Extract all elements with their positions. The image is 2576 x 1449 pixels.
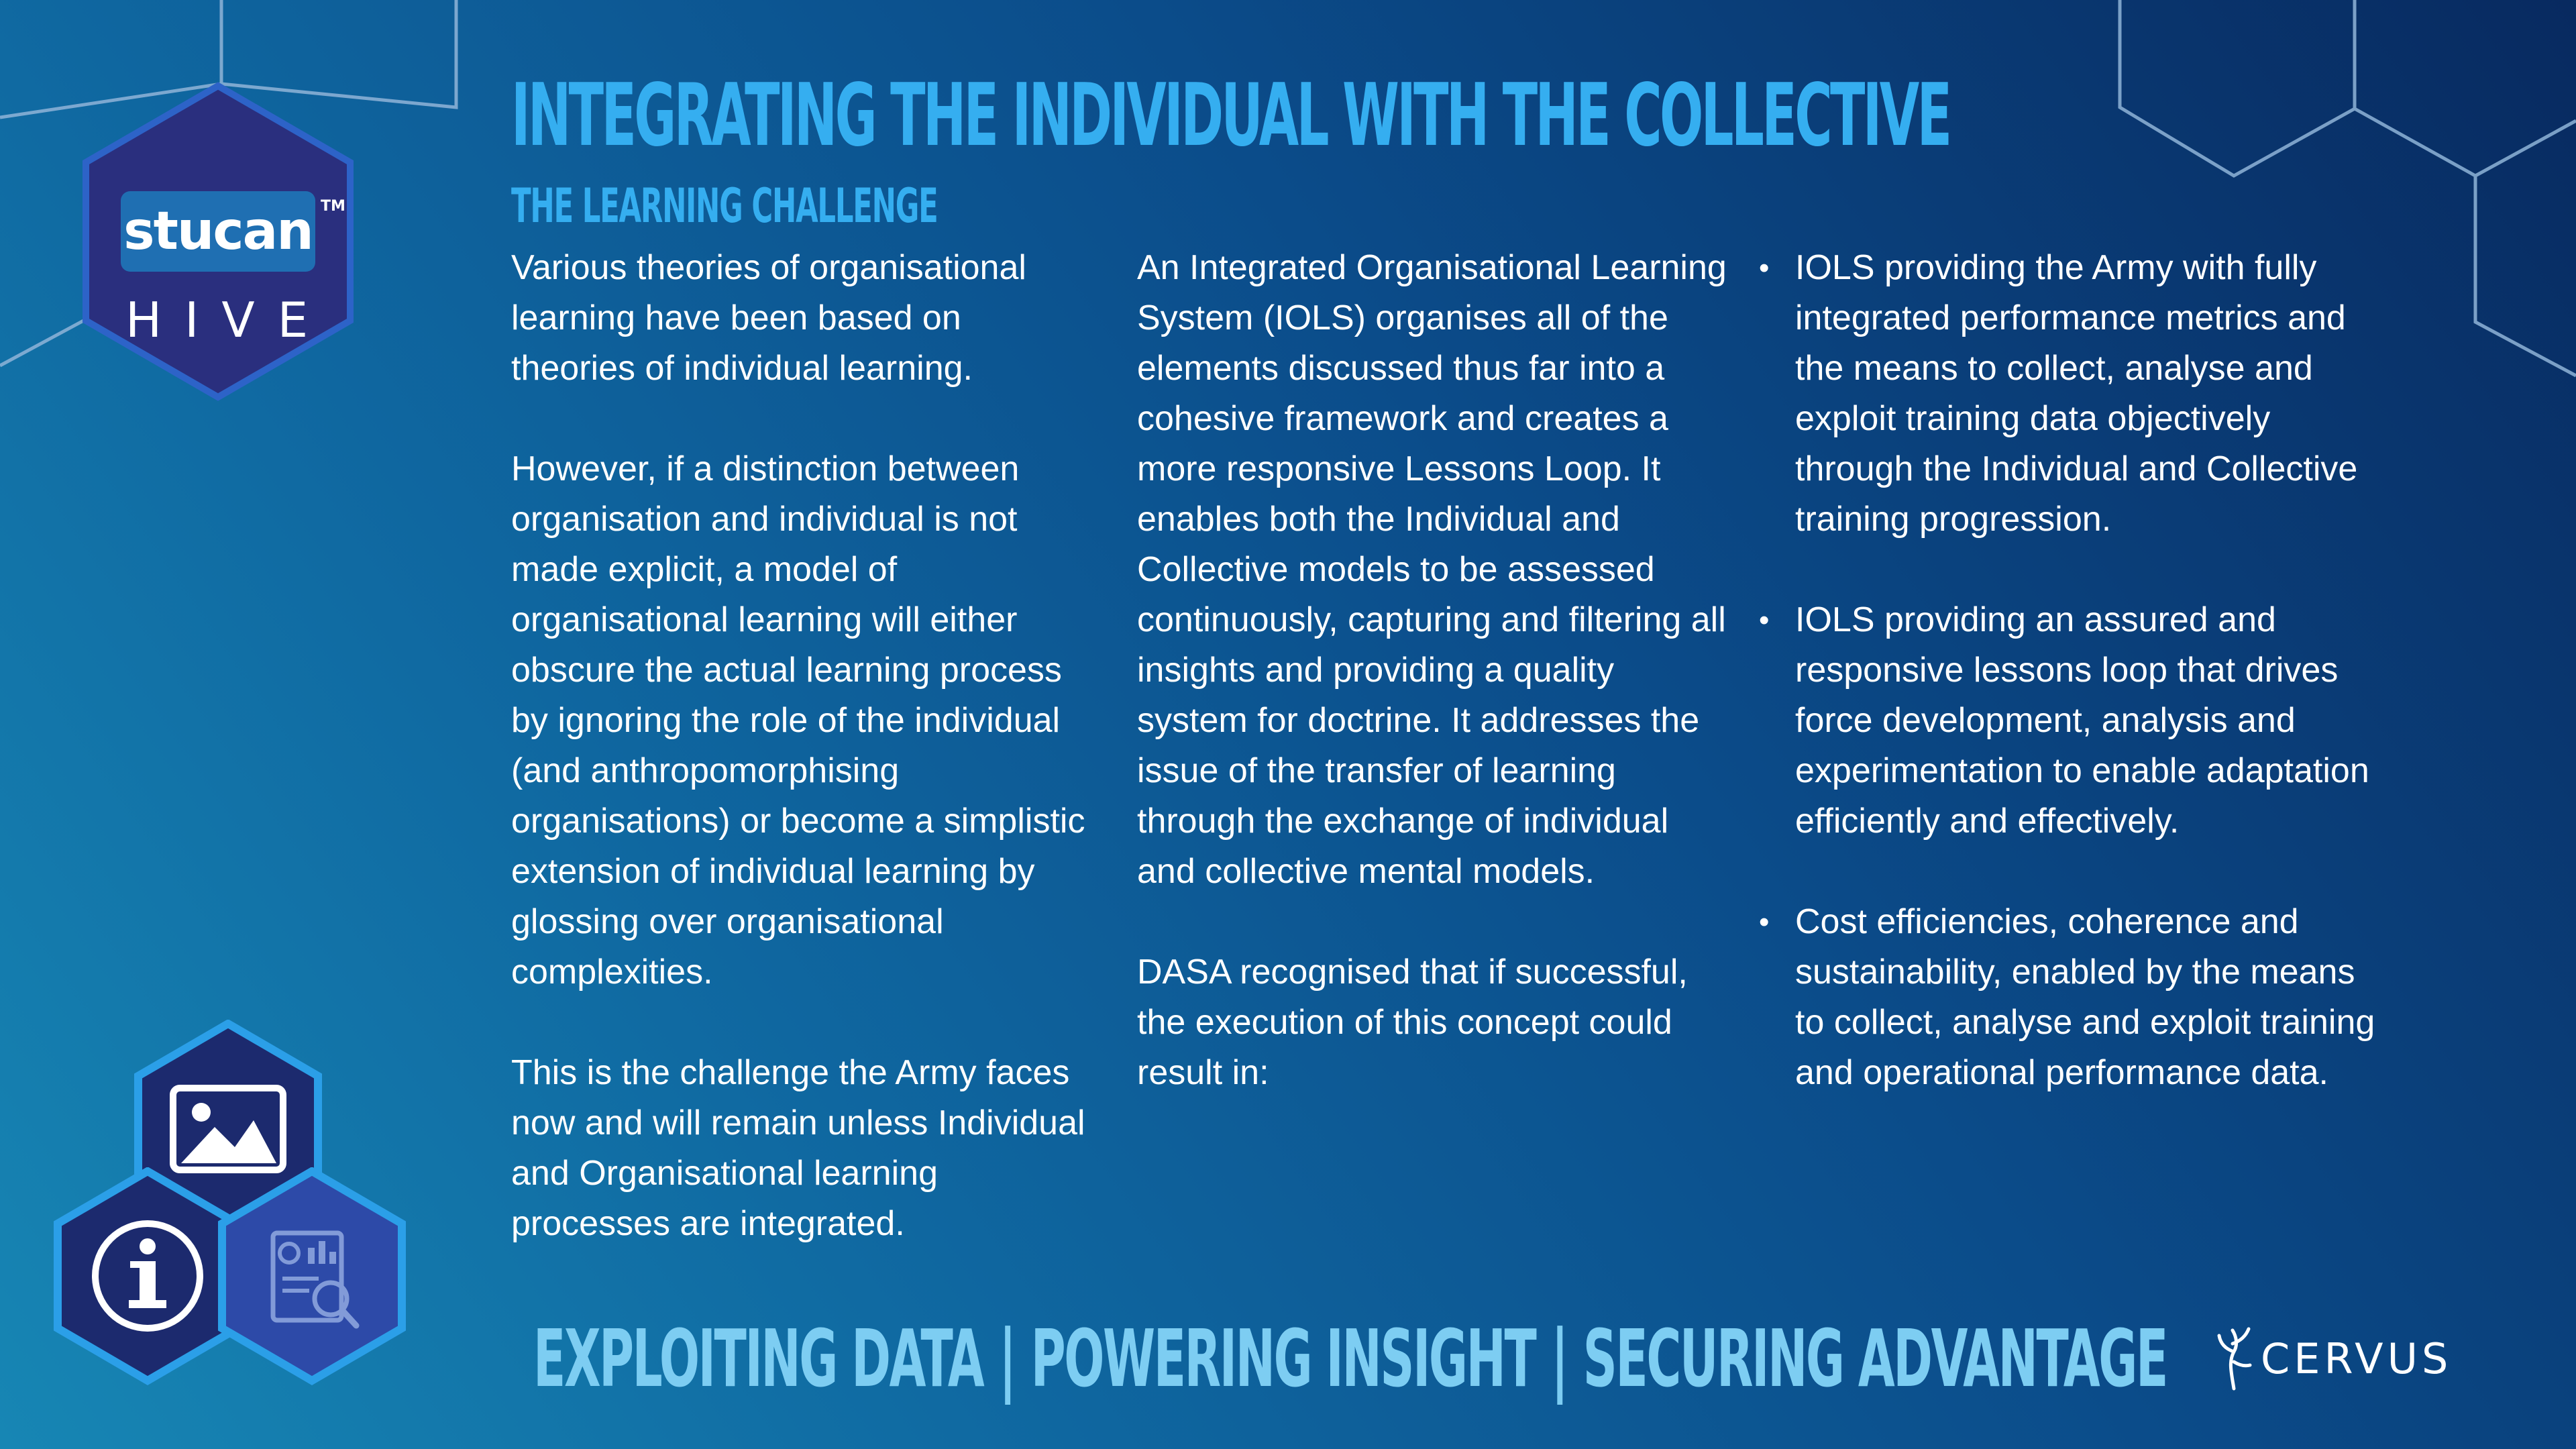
list-item	[1754, 243, 2377, 545]
stag-icon	[2214, 1325, 2254, 1392]
tagline-part: SECURING ADVANTAGE	[1582, 1312, 2167, 1405]
tagline-separator: |	[999, 1312, 1015, 1405]
text-column-2	[1137, 243, 1727, 1148]
paragraph: DASA recognised that if successful, the execution of this concept could result in:	[1137, 953, 1688, 1092]
tagline-part: POWERING INSIGHT	[1030, 1312, 1536, 1405]
logo-brand-text: stucan	[123, 201, 313, 262]
paragraph: However, if a distinction between organisation and individual is not made explicit, a model of organisational learning will either obscure the actual learning process by ignoring the role of the individual (and anthropomorphising organisations) or become a simplistic extension of individual learning by glossing over organisational complexities.	[511, 449, 1085, 991]
bullet-icon: •	[1759, 252, 1770, 284]
list-item	[1754, 897, 2377, 1098]
cervus-logo	[2214, 1325, 2452, 1392]
list-item-text: IOLS providing the Army with fully integrated performance metrics and the means to collect, analyse and exploit training data objectively through the Individual and Collective training progression.	[1795, 248, 2358, 539]
tagline	[533, 1308, 2167, 1409]
section-subtitle: THE LEARNING CHALLENGE	[511, 178, 938, 233]
tagline-separator: |	[1551, 1312, 1567, 1405]
stucan-hive-logo	[80, 80, 356, 402]
list-item-text: Cost efficiencies, coherence and sustainability, enabled by the means to collect, analyse and exploit training and operational performance data.	[1795, 902, 2375, 1092]
list-item	[1754, 595, 2377, 847]
paragraph: Various theories of organisational learning have been based on theories of individual learning.	[511, 248, 1026, 388]
bullet-icon: •	[1759, 906, 1770, 938]
info-button[interactable]	[54, 1167, 241, 1385]
text-column-1	[511, 243, 1088, 1299]
cervus-logo-text: CERVUS	[2261, 1334, 2453, 1383]
bullet-icon: •	[1759, 604, 1770, 637]
text-column-3	[1754, 243, 2377, 1148]
report-search-button[interactable]	[218, 1167, 406, 1385]
paragraph: This is the challenge the Army faces now and will remain unless Individual and Organisational learning processes are integrated.	[511, 1053, 1085, 1243]
bullet-list	[1754, 243, 2377, 1098]
logo-product-text: HIVE	[125, 292, 331, 348]
logo-trademark: TM	[321, 198, 345, 215]
paragraph: An Integrated Organisational Learning System (IOLS) organises all of the elements discussed thus far into a cohesive framework and creates a more responsive Lessons Loop. It enables both the Individual and Collective models to be assessed continuously, capturing and filtering all insights and providing a quality system for doctrine. It addresses the issue of the transfer of learning through the exchange of individual and collective mental models.	[1137, 248, 1727, 891]
tagline-part: EXPLOITING DATA	[533, 1312, 983, 1405]
page-title: INTEGRATING THE INDIVIDUAL WITH THE COLLECTIVE	[511, 66, 1950, 166]
logo-plate	[121, 191, 315, 272]
list-item-text: IOLS providing an assured and responsive lessons loop that drives force development, analysis and experimentation to enable adaptation efficiently and effectively.	[1795, 600, 2369, 841]
